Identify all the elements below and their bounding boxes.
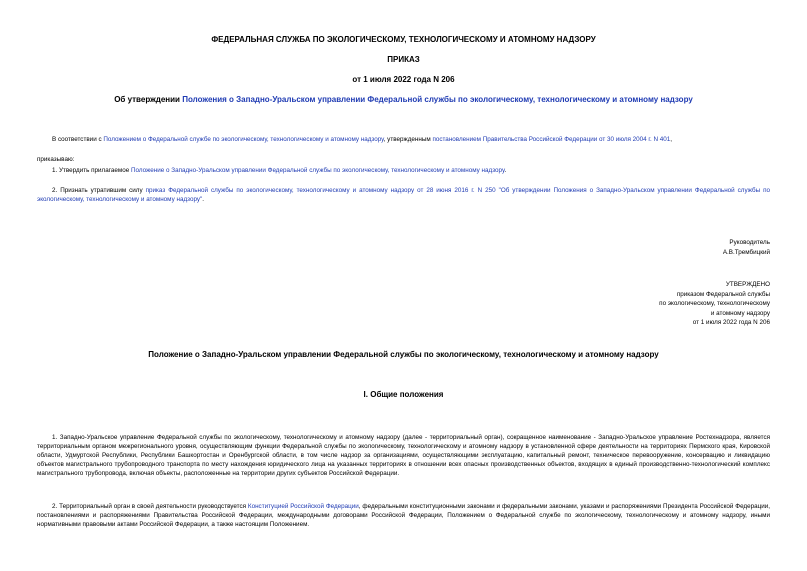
document-title-link[interactable]: Положения о Западно-Уральском управлении Федеральной службы по экологическому, технологическому и атомному надзору [182,95,693,104]
approval-line-2: приказом Федеральной службы [676,290,770,298]
approval-line-3: по экологическому, технологическому [659,300,770,307]
p2-text-a: 2. Территориальный орган в своей деятельности руководствуется [52,503,248,510]
approval-block [659,280,770,328]
approval-line-4: и атомному надзору [710,309,770,317]
preamble-text-b: , утвержденным [383,136,433,143]
signature-block [723,238,770,257]
regulation-title: Положение о Западно-Уральском управлении Федеральной службы по экологическому, технологическому и атомному надзору [148,350,659,359]
item1-text-b: . [504,167,507,174]
order-item-2 [37,186,770,204]
document-date-number: от 1 июля 2022 года N 206 [352,75,455,84]
order-item-1 [37,166,770,175]
preamble-text-c: , [670,136,673,143]
orders-line: приказываю: [37,156,75,163]
agency-name: ФЕДЕРАЛЬНАЯ СЛУЖБА ПО ЭКОЛОГИЧЕСКОМУ, ТЕХНОЛОГИЧЕСКОМУ И АТОМНОМУ НАДЗОРУ [211,35,596,44]
link-repealed-order[interactable]: приказ Федеральной службы по экологическому, технологическому и атомному надзору от 28 июня 2016 г. N 250 "Об утверждении Положения о Западно-Уральском управлении Федеральной службы по экологическому, технологическому и атомному надзору" [37,187,770,203]
signature-name: А.В.Трембицкий [722,248,770,256]
item2-text-a: 2. Признать утратившим силу [52,187,146,194]
preamble-text-a: В соответствии с [52,136,104,143]
preamble-paragraph [37,135,770,144]
link-constitution[interactable]: Конституцией Российской Федерации [247,503,359,510]
item2-text-b: . [202,196,205,203]
regulation-paragraph-2 [37,502,770,529]
section-heading: I. Общие положения [363,390,444,399]
document-title [20,95,787,105]
signature-role: Руководитель [729,239,770,246]
link-government-resolution[interactable]: постановлением Правительства Российской Федерации от 30 июля 2004 г. N 401 [432,136,671,143]
link-approved-regulation[interactable]: Положение о Западно-Уральском управлении Федеральной службы по экологическому, технологическому и атомному надзору [130,167,505,174]
approval-line-1: УТВЕРЖДЕНО [725,281,770,288]
link-service-regulation[interactable]: Положением о Федеральной службе по экологическому, технологическому и атомному надзору [103,136,384,143]
p2-text-b: , федеральными конституционными законами и федеральными законами, указами и распоряжениями Президента Российской Федерации, постановлениями и распоряжениями Правительства Российской Федерации, международными договорами Российской Федерации, Положением о Федеральной службе по экологическому, технологическому и атомному надзору, иными нормативными правовыми актами Российской Федерации, а также настоящим Положением. [37,503,771,528]
document-type: ПРИКАЗ [387,55,420,64]
regulation-paragraph-1: 1. Западно-Уральское управление Федеральной службы по экологическому, технологическому и атомному надзору (далее - территориальный орган), сокращенное наименование - Западно-Уральское управление Ростехнадзора, является территориальным органом межрегионального уровня, осуществляющим функции Федеральной службы по экологическому, технологическому и атомному надзору в установленной сфере деятельности на территориях Пермского края, Кировской области, Удмуртской Республики, Республики Башкортостан и Оренбургской области, в том числе надзор за организациями, осуществляющими эксплуатацию, капитальный ремонт, техническое перевооружение, консервацию и ликвидацию объектов магистрального трубопроводного транспорта по месту нахождения юридического лица на указанных территориях в отношении всех опасных производственных объектов, входящих в единый производственно-технологический комплекс магистрального трубопровода, включая объекты, расположенные на территории других субъектов Российской Федерации. [37,434,770,477]
approval-line-5: от 1 июля 2022 года N 206 [692,319,770,326]
item1-text-a: 1. Утвердить прилагаемое [52,167,131,174]
document-title-prefix: Об утверждении [114,95,183,104]
